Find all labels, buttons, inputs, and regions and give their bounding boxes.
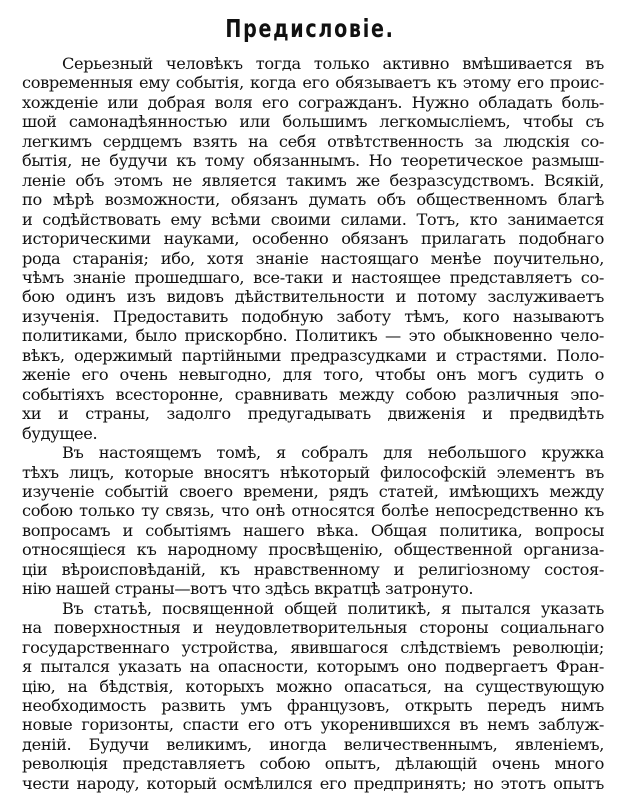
- text-line: собою только ту связь, что онѣ относятся болѣе непосредственно къ: [22, 501, 604, 521]
- text-line: чѣмъ знаніе прошедшаго, все-таки и настоящее представляетъ со-: [22, 267, 604, 287]
- text-line: легкимъ сердцемъ взять на себя отвѣтственность за людскія со-: [22, 131, 604, 151]
- text-line: чести народу, который осмѣлился его предпринять; но этотъ опытъ: [22, 773, 604, 793]
- text-line: вѣкъ, одержимый партійными предразсудками и страстями. Поло-: [22, 345, 604, 365]
- text-line: событіяхъ всесторонне, сравнивать между собою различныя эпо-: [22, 384, 604, 404]
- text-line: тѣхъ лицъ, которые вносятъ нѣкоторый философскій элементъ въ: [22, 462, 604, 482]
- text-line: бою одинъ изъ видовъ дѣйствительности и потому заслуживаетъ: [22, 287, 604, 307]
- text-line: политиками, было прискорбно. Политикъ — это обыкновенно чело-: [22, 326, 604, 346]
- text-line: новые горизонты, спасти его отъ укоренившихся въ немъ заблуж-: [22, 715, 604, 735]
- text-line: нію нашей страны—вотъ что здѣсь вкратцѣ затронуто.: [22, 579, 474, 599]
- preface-text: [22, 54, 604, 793]
- text-line: изученіе событій своего времени, рядъ статей, имѣющихъ между: [22, 481, 604, 501]
- text-line: государственнаго устройства, явившагося слѣдствіемъ революціи;: [22, 637, 604, 657]
- text-line: современныя ему событія, когда его обязываетъ къ этому его проис-: [22, 73, 604, 93]
- text-line: по мѣрѣ возможности, обязанъ думать объ общественномъ благѣ: [22, 190, 604, 210]
- text-line: Серьезный человѣкъ тогда только активно вмѣшивается въ: [62, 54, 604, 73]
- text-line: Въ статьѣ, посвященной общей политикѣ, я пытался указать: [62, 598, 604, 618]
- text-line: шой самонадѣянностью или большимъ легкомысліемъ, чтобы съ: [22, 112, 604, 132]
- text-line: вопросамъ и событіямъ нашего вѣка. Общая политика, вопросы: [22, 520, 604, 540]
- text-line: на поверхностныя и неудовлетворительныя стороны социальнаго: [22, 618, 604, 638]
- text-line: леніе объ этомъ не является такимъ же безразсудствомъ. Всякій,: [22, 170, 604, 190]
- text-line: хожденіе или добрая воля его согражданъ. Нужно обладать боль-: [22, 92, 604, 112]
- text-line: я пытался указать на опасности, которымъ оно подвергаетъ Фран-: [22, 657, 604, 677]
- text-line: ціи вѣроисповѣданій, къ нравственному и религіозному состоя-: [22, 559, 604, 579]
- text-line: деній. Будучи великимъ, иногда величественнымъ, явленіемъ,: [22, 734, 604, 754]
- text-line: бытія, не будучи къ тому обязаннымъ. Но теоретическое размыш-: [22, 151, 604, 171]
- text-line: относящіеся къ народному просвѣщенію, общественной организа-: [22, 540, 604, 560]
- text-line: изученія. Предоставить подобную заботу тѣмъ, кого называютъ: [22, 306, 604, 326]
- text-line: историческими науками, особенно обязанъ прилагать подобнаго: [22, 229, 604, 249]
- text-line: хи и страны, задолго предугадывать движенія и предвидѣть: [22, 404, 604, 424]
- text-line: цію, на бѣдствія, которыхъ можно опасаться, на существующую: [22, 676, 604, 696]
- text-line: Въ настоящемъ томѣ, я собралъ для небольшого кружка: [62, 443, 604, 463]
- text-line: и содѣйствовать ему всѣми своими силами. Тотъ, кто занимается: [22, 209, 604, 229]
- text-line: женіе его очень невыгодно, для того, чтобы онъ могъ судить о: [22, 365, 604, 385]
- text-line: необходимость развить умъ французовъ, открыть передъ нимъ: [22, 695, 604, 715]
- text-line: революція представляетъ собою опытъ, дѣлающій очень много: [22, 754, 604, 774]
- text-line: рода старанія; ибо, хотя знаніе настоящаго менѣе поучительно,: [22, 248, 604, 268]
- text-line: будущее.: [22, 423, 98, 443]
- page-title: Предисловіе.: [225, 14, 395, 43]
